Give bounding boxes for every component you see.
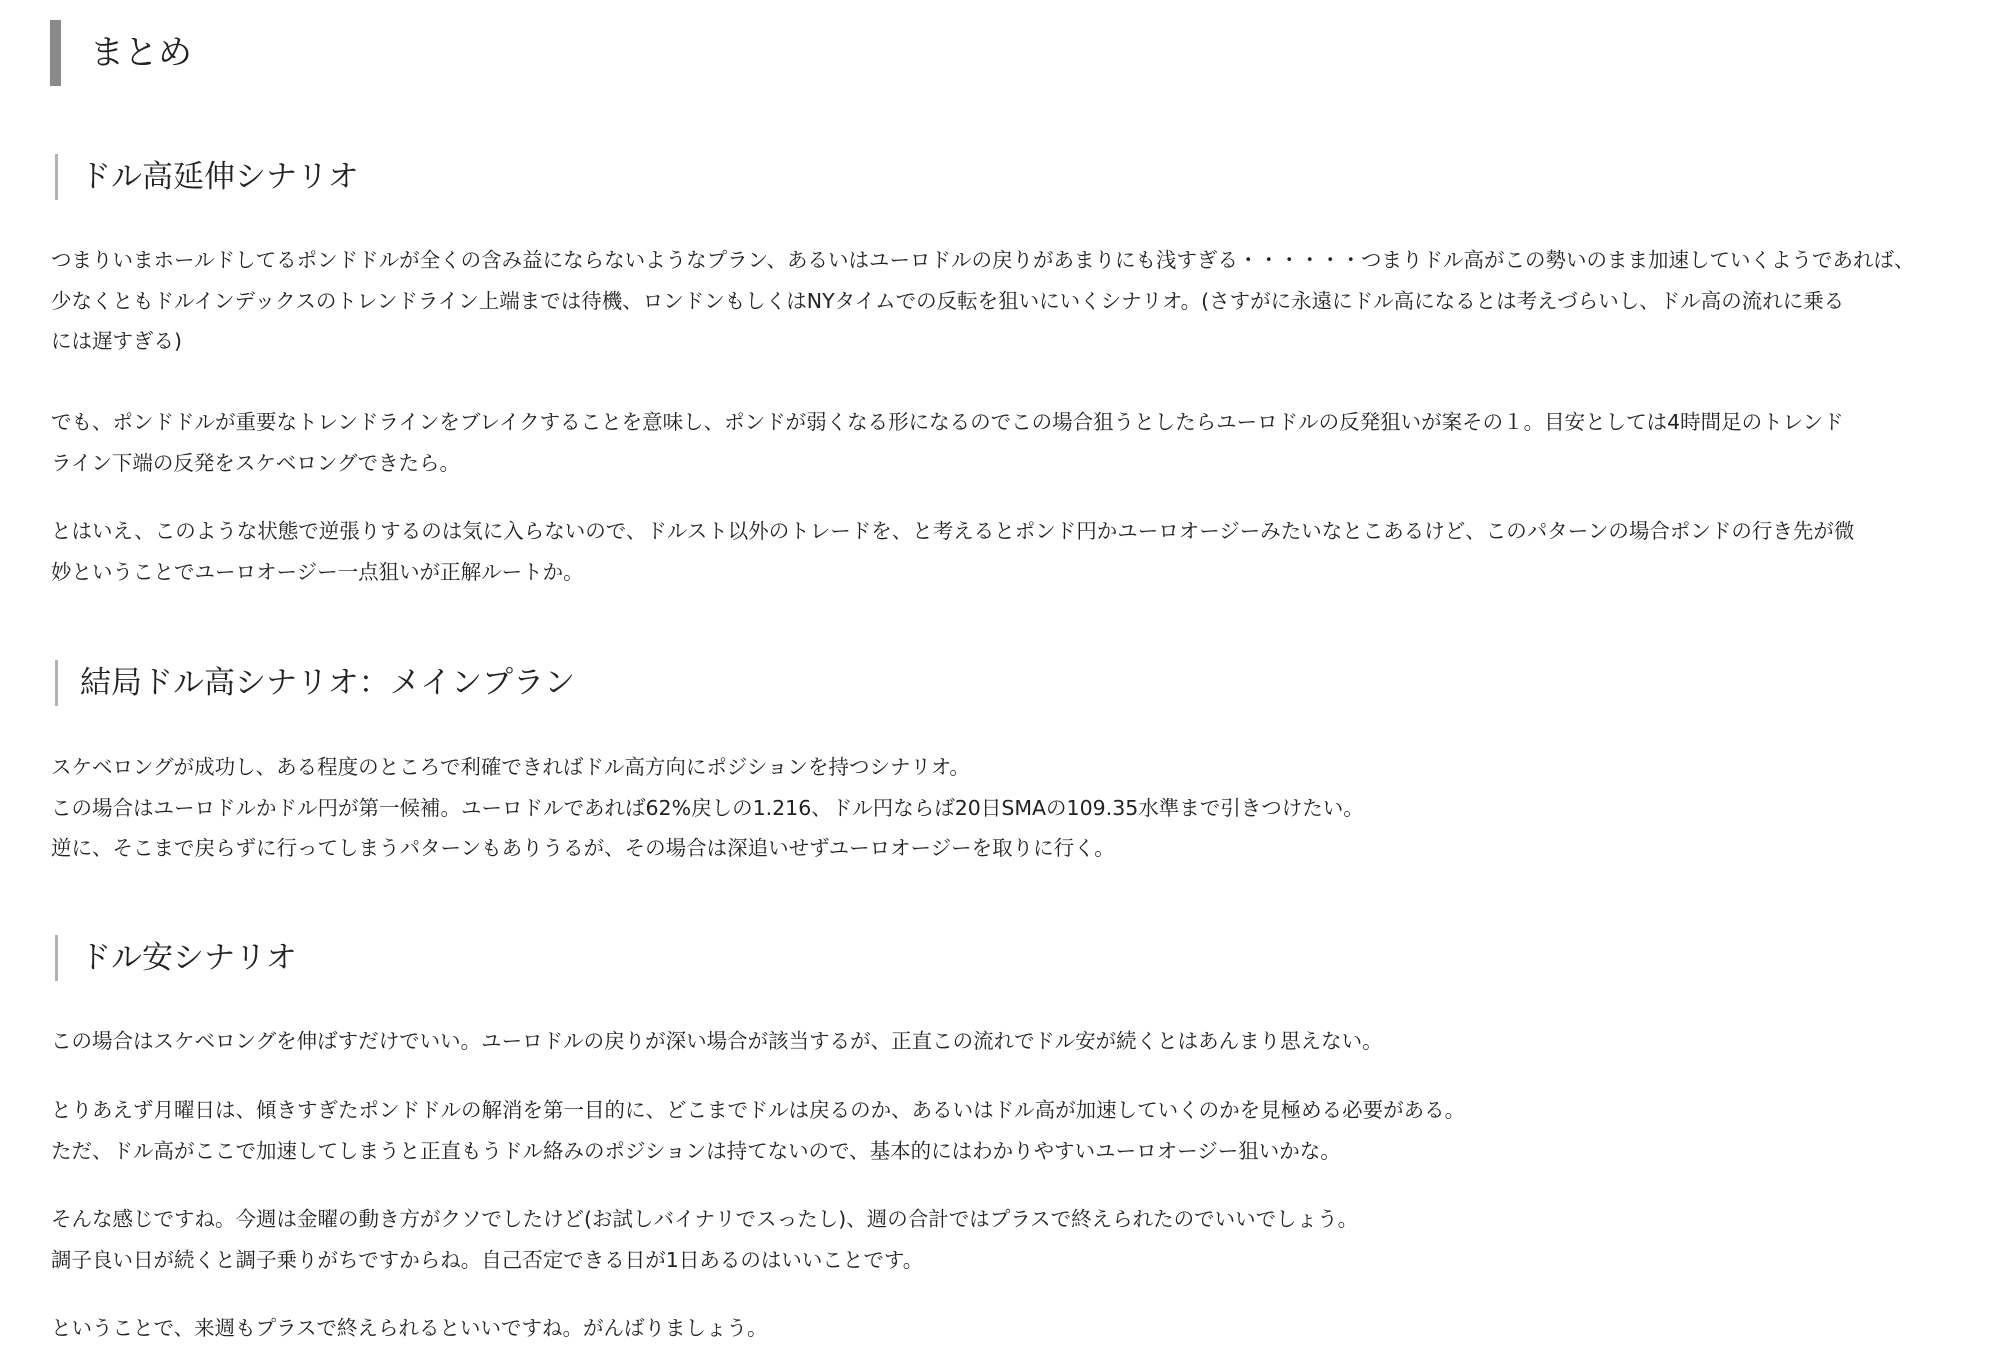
section-heading-main-plan: 結局ドル高シナリオ：メインプラン [55, 660, 575, 706]
paragraph: ということで、来週もプラスで終えられるといいですね。がんばりましょう。 [51, 1316, 768, 1340]
paragraph: スケベロングが成功し、ある程度のところで利確できればドル高方向にポジションを持つシナリオ。 この場合はユーロドルかドル円が第一候補。ユーロドルであれば62%戻しの1.216、ドル円ならば20日SMAの109.35水準まで引きつけたい。 逆に、そこまで戻らずに行ってしまうパターンもありうるが、その場合は深追いせずユーロオージーを取りに行く。 [51, 755, 1364, 860]
paragraph: この場合はスケベロングを伸ばすだけでいい。ユーロドルの戻りが深い場合が該当するが、正直この流れでドル安が続くとはあんまり思えない。 [51, 1029, 1383, 1053]
paragraph: とはいえ、このような状態で逆張りするのは気に入らないので、ドルスト以外のトレードを、と考えるとポンド円かユーロオージーみたいなとこあるけど、このパターンの場合ポンドの行き先が微 妙ということでユーロオージー一点狙いが正解ルートか。 [51, 519, 1855, 584]
paragraph: つまりいまホールドしてるポンドドルが全くの含み益にならないようなプラン、あるいはユーロドルの戻りがあまりにも浅すぎる・・・・・・つまりドル高がこの勢いのまま加速していくようであれば、 少なくともドルインデックスのトレンドライン上端までは待機、ロンドンもしくはNYタイムでの反転を狙いにいくシナリオ。(さすがに永遠にドル高になるとは考えづらいし、ドル高の流れに乗る には遅すぎる) [51, 248, 1915, 353]
section-heading-dollar-weakness: ドル安シナリオ [55, 935, 297, 981]
section-heading-dollar-strength-extension: ドル高延伸シナリオ [55, 154, 359, 200]
paragraph: とりあえず月曜日は、傾きすぎたポンドドルの解消を第一目的に、どこまでドルは戻るのか、あるいはドル高が加速していくのかを見極める必要がある。 ただ、ドル高がここで加速してしまうと正直もうドル絡みのポジションは持てないので、基本的にはわかりやすいユーロオージー狙いかな。 [51, 1098, 1466, 1163]
paragraph: でも、ポンドドルが重要なトレンドラインをブレイクすることを意味し、ポンドが弱くなる形になるのでこの場合狙うとしたらユーロドルの反発狙いが案その１。目安としては4時間足のトレンド ライン下端の反発をスケベロングできたら。 [51, 410, 1844, 475]
summary-heading: まとめ [50, 20, 192, 86]
paragraph: そんな感じですね。今週は金曜の動き方がクソでしたけど(お試しバイナリでスったし)、週の合計ではプラスで終えられたのでいいでしょう。 調子良い日が続くと調子乗りがちですからね。自己否定できる日が1日あるのはいいことです。 [51, 1207, 1359, 1272]
